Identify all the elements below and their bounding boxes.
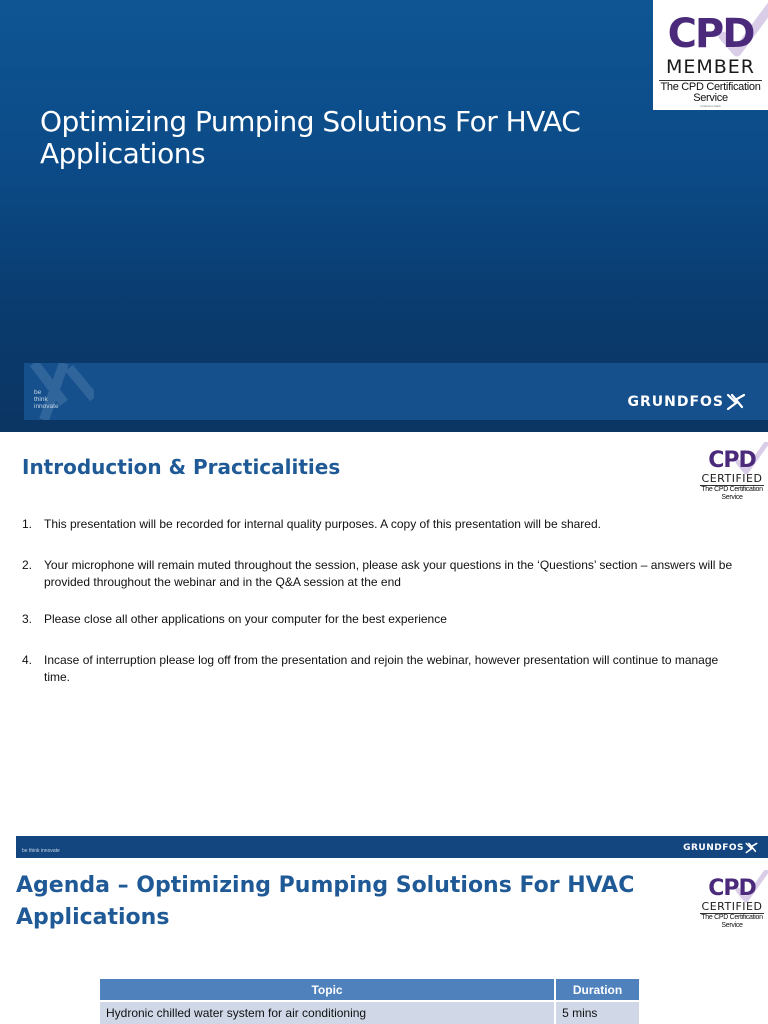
table-row bbox=[100, 1001, 640, 1024]
cpd-certified-badge bbox=[696, 870, 768, 930]
service-line-2: Service bbox=[721, 922, 743, 929]
list-item bbox=[22, 557, 742, 591]
brand-name: GRUNDFOS bbox=[627, 394, 724, 410]
collective-mark-text: Collective Mark bbox=[700, 104, 721, 108]
title-slide bbox=[0, 0, 768, 432]
grundfos-x-icon bbox=[745, 842, 758, 854]
list-number: 2. bbox=[22, 558, 33, 572]
cpd-logo-text: CPD bbox=[708, 448, 756, 473]
list-number: 1. bbox=[22, 517, 33, 531]
column-header-topic: Topic bbox=[100, 979, 555, 1001]
service-line-2: Service bbox=[693, 92, 728, 104]
duration-cell: 5 mins bbox=[555, 1001, 640, 1024]
slide-heading: Introduction & Practicalities bbox=[22, 455, 341, 479]
service-line-1: The CPD Certification bbox=[660, 81, 761, 93]
cpd-service-text bbox=[696, 486, 768, 502]
service-line-1: The CPD Certification bbox=[701, 914, 763, 921]
intro-slide bbox=[0, 432, 768, 836]
brand-name: GRUNDFOS bbox=[683, 843, 744, 853]
tagline-innovate: innovate bbox=[34, 403, 59, 410]
service-line-1: The CPD Certification bbox=[701, 486, 763, 493]
tagline bbox=[34, 389, 59, 410]
grundfos-logo bbox=[627, 393, 746, 411]
member-text: MEMBER bbox=[665, 56, 756, 78]
grundfos-x-icon bbox=[726, 393, 746, 411]
topic-cell: Hydronic chilled water system for air conditioning bbox=[100, 1001, 555, 1024]
list-item bbox=[22, 652, 742, 686]
slide-footer-bar bbox=[24, 363, 768, 420]
grundfos-logo bbox=[683, 842, 758, 854]
tagline-think: think bbox=[34, 396, 48, 403]
presentation-title: Optimizing Pumping Solutions For HVAC Applications bbox=[40, 105, 581, 170]
list-text: This presentation will be recorded for internal quality purposes. A copy of this presentation will be shared. bbox=[44, 517, 601, 531]
cpd-logo-text: CPD bbox=[708, 876, 756, 901]
list-text: Incase of interruption please log off from the presentation and rejoin the webinar, however presentation will continue to manage time. bbox=[44, 653, 719, 684]
cpd-service-text bbox=[653, 82, 768, 104]
column-header-duration: Duration bbox=[555, 979, 640, 1001]
table-header-row bbox=[100, 979, 640, 1001]
list-item bbox=[22, 516, 742, 533]
list-text: Please close all other applications on your computer for the best experience bbox=[44, 612, 447, 626]
cpd-member-badge bbox=[653, 0, 768, 110]
slide-header-bar bbox=[16, 836, 768, 858]
list-text: Your microphone will remain muted throughout the session, please ask your questions in the ‘Questions’ section – answers will be provided throughout the webinar and in the Q&A session at the end bbox=[44, 558, 733, 589]
list-number: 3. bbox=[22, 612, 33, 626]
cpd-service-text bbox=[696, 914, 768, 930]
tagline: be think innovate bbox=[22, 848, 60, 854]
slide-heading: Agenda – Optimizing Pumping Solutions For HVAC Applications bbox=[16, 873, 635, 930]
practicalities-list bbox=[22, 516, 742, 686]
tagline-be: be bbox=[34, 389, 42, 396]
certified-text: CERTIFIED bbox=[701, 900, 763, 913]
agenda-table bbox=[100, 979, 641, 1024]
cpd-certified-badge bbox=[696, 442, 768, 502]
list-number: 4. bbox=[22, 653, 33, 667]
service-line-2: Service bbox=[721, 494, 743, 501]
agenda-slide bbox=[0, 836, 768, 1024]
certified-text: CERTIFIED bbox=[701, 472, 763, 485]
list-item bbox=[22, 611, 742, 628]
cpd-logo-text: CPD bbox=[667, 11, 754, 57]
